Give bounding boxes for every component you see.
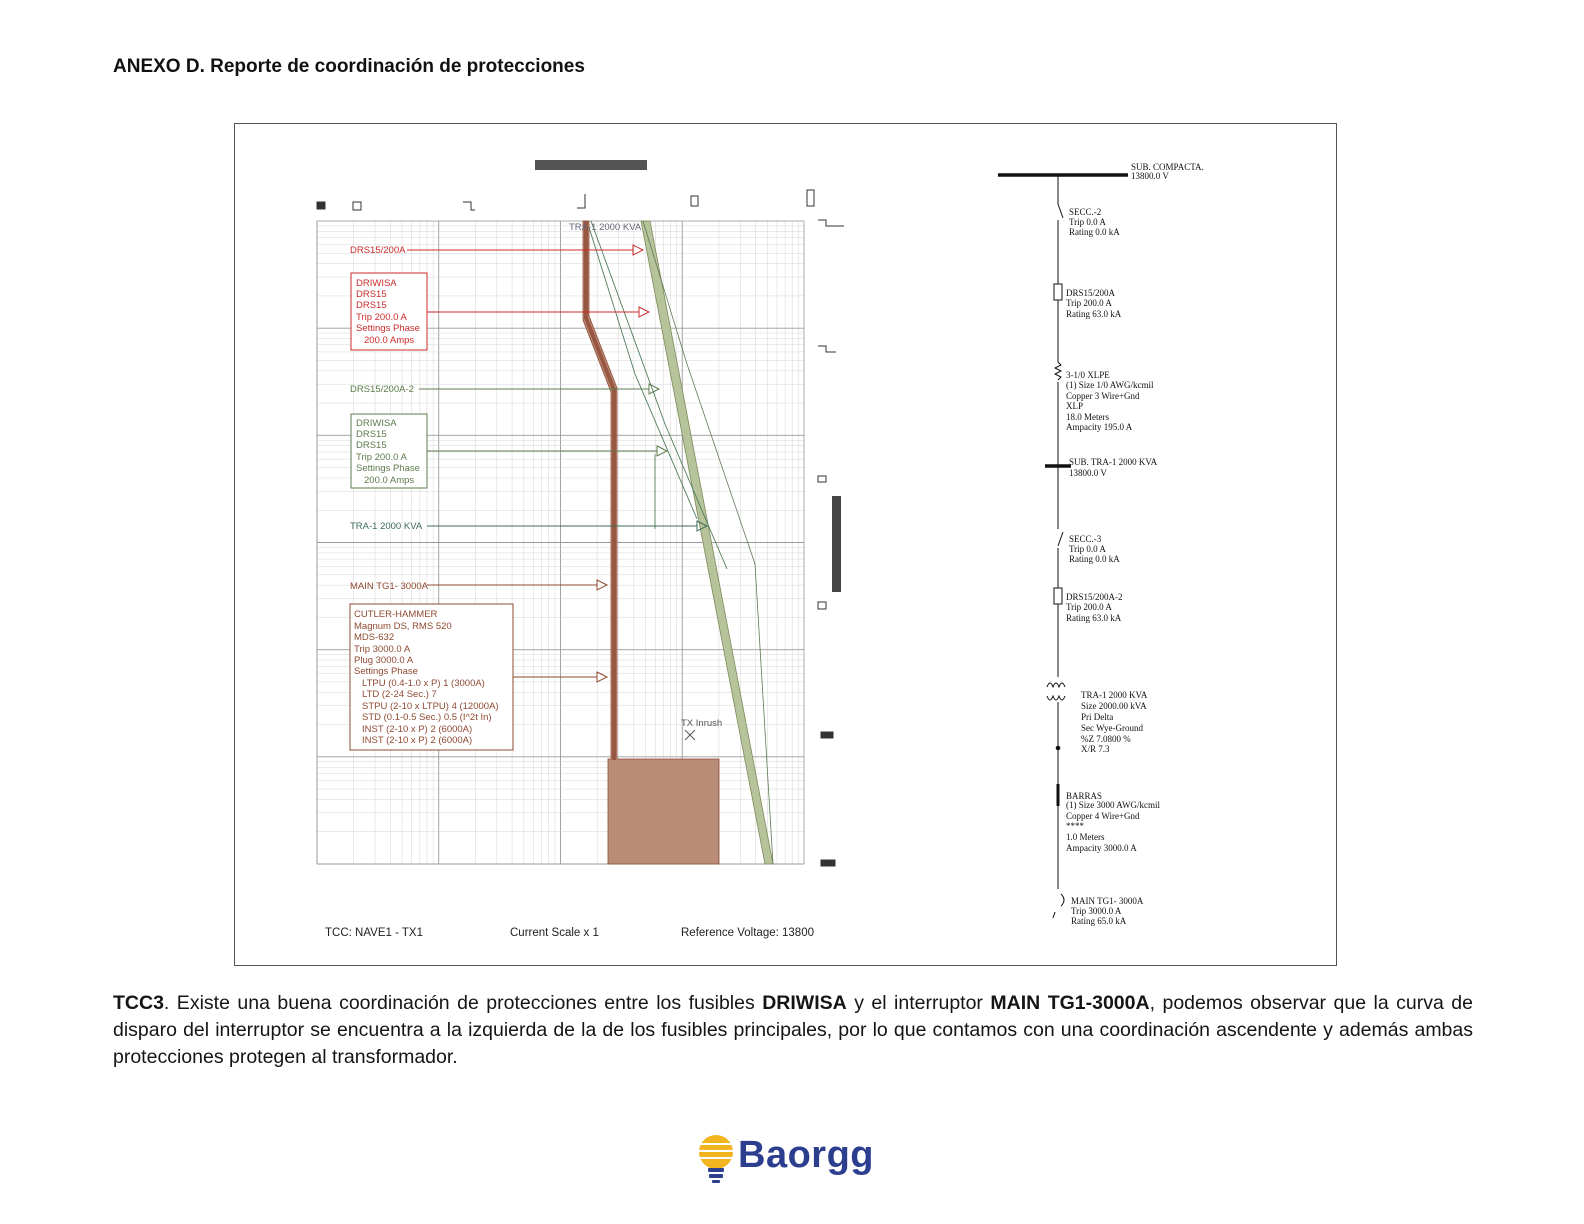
box-brown-line: Trip 3000.0 A bbox=[354, 644, 411, 655]
one-line-labels bbox=[1066, 162, 1204, 926]
tra-1-callout bbox=[350, 521, 707, 532]
scrambled-title-graphic bbox=[535, 160, 647, 170]
ol-secc3: Rating 0.0 kA bbox=[1069, 554, 1120, 564]
tcc-name: TCC: NAVE1 - TX1 bbox=[325, 927, 423, 939]
ol-barras: (1) Size 3000 AWG/kcmil bbox=[1066, 800, 1161, 810]
ol-cable: 18.0 Meters bbox=[1066, 412, 1109, 422]
box-green-line: DRIWISA bbox=[356, 418, 397, 429]
ol-barras: Copper 4 Wire+Gnd bbox=[1066, 811, 1140, 821]
box-green-line: Settings Phase bbox=[356, 463, 420, 474]
side-icon-1 bbox=[818, 220, 844, 226]
switch-secc-2 bbox=[1058, 204, 1063, 218]
ol-transformer: X/R 7.3 bbox=[1081, 744, 1110, 754]
ol-cable: XLP bbox=[1066, 401, 1084, 411]
caption-text-1: . Existe una buena coordinación de protecciones entre los fusibles bbox=[163, 992, 763, 1014]
box-red-line: DRS15 bbox=[356, 300, 387, 311]
box-green-line: 200.0 Amps bbox=[364, 475, 415, 486]
ol-barras: Ampacity 3000.0 A bbox=[1066, 843, 1137, 853]
ol-main: MAIN TG1- 3000A bbox=[1071, 896, 1144, 906]
figure-caption bbox=[113, 990, 1473, 1071]
ol-bus-top: 13800.0 V bbox=[1131, 171, 1169, 181]
ol-cable: 3-1/0 XLPE bbox=[1066, 370, 1110, 380]
ol-transformer: Size 2000.00 kVA bbox=[1081, 701, 1147, 711]
breaker-curve-line bbox=[586, 221, 614, 760]
reference-voltage: Reference Voltage: 13800 bbox=[681, 927, 814, 939]
tra-top-label: TRA-1 2000 KVA bbox=[569, 222, 642, 233]
box-green-line: Trip 200.0 A bbox=[356, 452, 407, 463]
tcc-svg bbox=[235, 124, 1338, 967]
box-red-line: Settings Phase bbox=[356, 323, 420, 334]
side-icon-2 bbox=[818, 346, 836, 352]
ol-barras: BARRAS bbox=[1066, 791, 1103, 801]
ol-secc3: SECC.-3 bbox=[1069, 534, 1102, 544]
ol-transformer: TRA-1 2000 KVA bbox=[1081, 690, 1148, 700]
drs15-200a-label: DRS15/200A bbox=[350, 245, 406, 256]
ol-main: Trip 3000.0 A bbox=[1071, 906, 1122, 916]
tx-inrush-label: TX Inrush bbox=[681, 718, 723, 729]
box-brown-line: CUTLER-HAMMER bbox=[354, 609, 438, 620]
ol-cable: Ampacity 195.0 A bbox=[1066, 422, 1133, 432]
ol-secc2: Trip 0.0 A bbox=[1069, 217, 1106, 227]
box-brown-line: STPU (2-10 x LTPU) 4 (12000A) bbox=[362, 701, 499, 712]
toolbar-icon-4 bbox=[577, 194, 585, 208]
tcc-footer bbox=[325, 927, 814, 939]
ol-barras: 1.0 Meters bbox=[1066, 832, 1105, 842]
ol-main: Rating 65.0 kA bbox=[1071, 916, 1127, 926]
box-red-line: DRIWISA bbox=[356, 278, 397, 289]
box-brown-line: Magnum DS, RMS 520 bbox=[354, 621, 452, 632]
vertical-scrambled-label bbox=[832, 496, 841, 592]
toolbar-icon-5 bbox=[691, 196, 698, 206]
caption-bold-2: MAIN TG1-3000A bbox=[990, 992, 1150, 1014]
box-brown-line: STD (0.1-0.5 Sec.) 0.5 (I^2t In) bbox=[362, 712, 492, 723]
box-brown-line: LTPU (0.4-1.0 x P) 1 (3000A) bbox=[362, 678, 485, 689]
tx-inrush-marker bbox=[685, 730, 695, 740]
ol-cable: Copper 3 Wire+Gnd bbox=[1066, 391, 1140, 401]
ol-drs15-2: DRS15/200A-2 bbox=[1066, 592, 1123, 602]
ol-drs15: DRS15/200A bbox=[1066, 288, 1116, 298]
ol-bus-tra: 13800.0 V bbox=[1069, 468, 1107, 478]
side-icon-3 bbox=[818, 476, 826, 482]
caption-bold-1: DRIWISA bbox=[762, 992, 847, 1014]
box-brown-line: Settings Phase bbox=[354, 666, 418, 677]
side-icon-4 bbox=[818, 602, 826, 609]
box-red-line: Trip 200.0 A bbox=[356, 312, 407, 323]
toolbar-icon-3 bbox=[463, 202, 475, 210]
toolbar-icon-1 bbox=[317, 202, 325, 209]
drs15-200a-2-label: DRS15/200A-2 bbox=[350, 384, 414, 395]
switch-secc-3 bbox=[1058, 532, 1063, 546]
toolbar-icon-2 bbox=[353, 202, 361, 210]
breaker-main-tg1 bbox=[1053, 894, 1064, 918]
transformer-symbol bbox=[1047, 683, 1065, 700]
tcc-report-figure bbox=[234, 123, 1337, 966]
box-green-line: DRS15 bbox=[356, 440, 387, 451]
fuse-drs15-2 bbox=[1054, 588, 1062, 604]
box-brown-line: INST (2-10 x P) 2 (6000A) bbox=[362, 735, 473, 746]
lightbulb-icon bbox=[694, 1130, 738, 1186]
box-red-line: 200.0 Amps bbox=[364, 335, 415, 346]
ol-secc2: Rating 0.0 kA bbox=[1069, 227, 1120, 237]
box-brown-line: MDS-632 bbox=[354, 632, 395, 643]
box-brown-line: LTD (2-24 Sec.) 7 bbox=[362, 689, 437, 700]
caption-text-3: , podemos observar que la curva de disparo del interruptor se encuentra a la izquierda de la de los fusibles principales, por lo que contamos con una coordinación ascendente y además ambas protecciones protegen al transformador. bbox=[113, 992, 1473, 1068]
main-tg1-label: MAIN TG1- 3000A bbox=[350, 581, 428, 592]
page-heading: ANEXO D. Reporte de coordinación de protecciones bbox=[113, 56, 585, 77]
ol-transformer: Pri Delta bbox=[1081, 712, 1114, 722]
current-scale: Current Scale x 1 bbox=[510, 927, 599, 939]
ol-bus-tra: SUB. TRA-1 2000 KVA bbox=[1069, 457, 1158, 467]
ol-barras: **** bbox=[1066, 821, 1084, 831]
ol-secc3: Trip 0.0 A bbox=[1069, 544, 1106, 554]
ol-drs15: Trip 200.0 A bbox=[1066, 298, 1112, 308]
fuse-drs15 bbox=[1054, 284, 1062, 300]
ol-drs15-2: Trip 200.0 A bbox=[1066, 602, 1112, 612]
ol-secc2: SECC.-2 bbox=[1069, 207, 1102, 217]
side-icon-5 bbox=[821, 732, 833, 738]
ol-bus-top: SUB. COMPACTA. bbox=[1131, 162, 1204, 172]
logo-wordmark: Baorgg bbox=[738, 1134, 874, 1176]
baorgg-logo bbox=[694, 1130, 894, 1190]
side-icon-6 bbox=[821, 860, 835, 866]
toolbar-icon-6 bbox=[807, 190, 814, 206]
box-brown-line: INST (2-10 x P) 2 (6000A) bbox=[362, 724, 473, 735]
ol-cable: (1) Size 1/0 AWG/kcmil bbox=[1066, 380, 1154, 390]
ol-drs15: Rating 63.0 kA bbox=[1066, 309, 1122, 319]
box-brown-line: Plug 3000.0 A bbox=[354, 655, 414, 666]
ol-drs15-2: Rating 63.0 kA bbox=[1066, 613, 1122, 623]
box-red-line: DRS15 bbox=[356, 289, 387, 300]
caption-lead: TCC3 bbox=[113, 992, 164, 1014]
tra-1-label: TRA-1 2000 KVA bbox=[350, 521, 423, 532]
box-green-line: DRS15 bbox=[356, 429, 387, 440]
cable-3-1-0-xlpe bbox=[1055, 362, 1061, 380]
caption-text-2: y el interruptor bbox=[846, 992, 991, 1014]
ol-transformer: %Z 7.0800 % bbox=[1081, 734, 1131, 744]
ol-transformer: Sec Wye-Ground bbox=[1081, 723, 1144, 733]
